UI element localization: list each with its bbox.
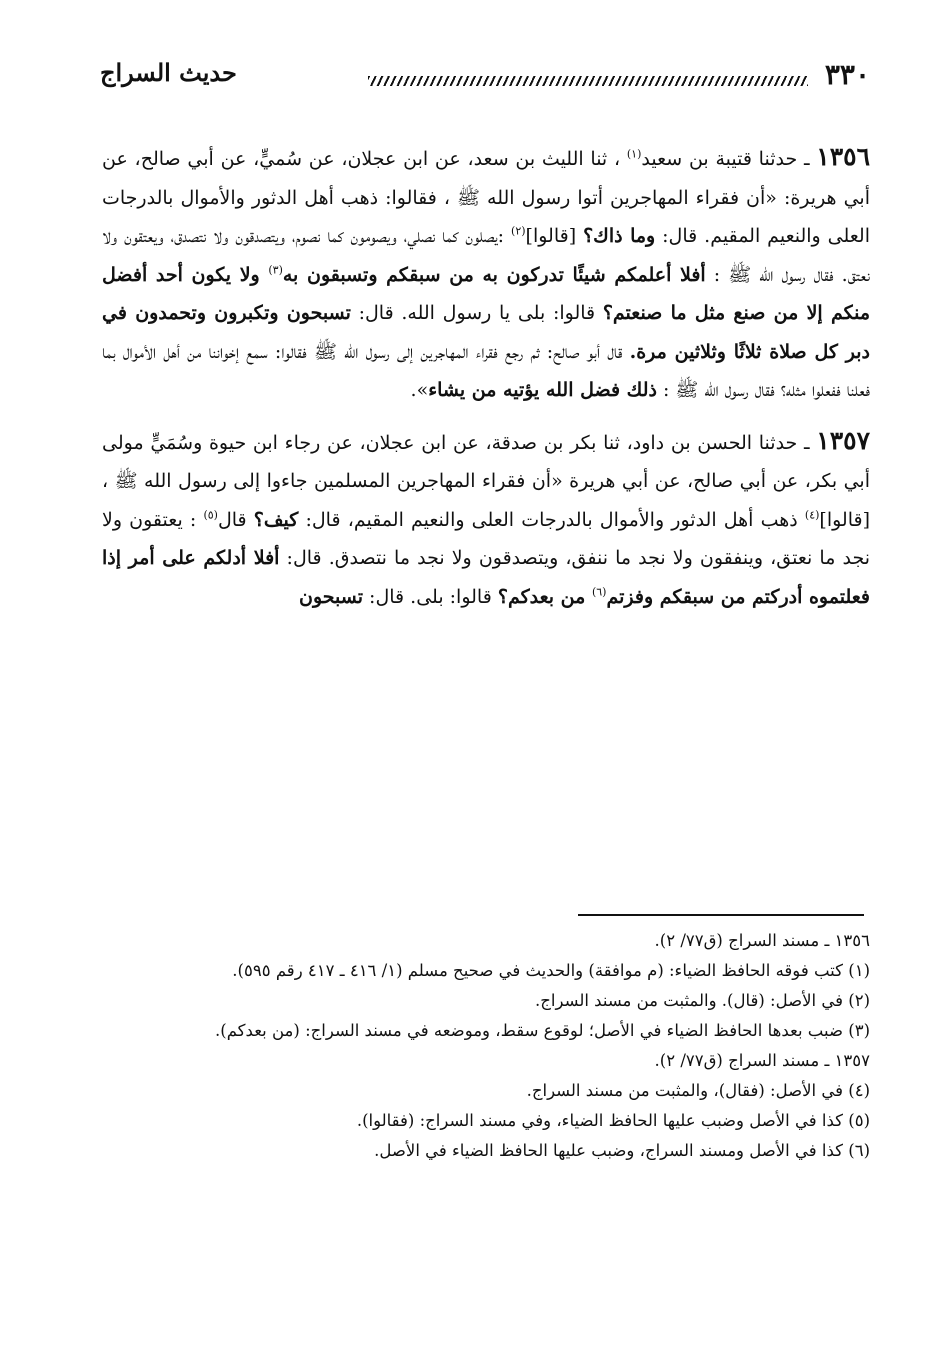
footnote-marker: (٤) <box>804 508 820 522</box>
header-ornament-rule <box>368 76 808 86</box>
footnote-marker: (٦) <box>591 585 607 599</box>
running-title: حديث السراج <box>100 58 237 87</box>
footnote-separator <box>578 914 864 916</box>
footnote-source-1357: ١٣٥٧ ـ مسند السراج (ق٧٧/ ٢). <box>654 1051 870 1070</box>
text-segment: ، ثنا الليث بن سعد، عن ابن عجلان، عن سُميٍّ، عن أبي صالح، عن أبي هريرة: «أن فقراء المهاجرين أتوا رسول الله ﷺ ، فقالوا: ذهب أهل الدثور والأموال بالدرجات العلى والنعيم المقيم. قال: <box>102 148 871 247</box>
hadith-number: ١٣٥٧ <box>816 425 870 455</box>
text-segment: [قالوا] <box>525 225 584 247</box>
footnote-6: (٦) كذا في الأصل ومسند السراج، وضبب عليها الحافظ الضياء في الأصل. <box>374 1141 870 1160</box>
text-segment: ـ حدثنا الحسن بن داود، ثنا بكر بن صدقة، عن ابن عجلان، عن رجاء ابن حيوة وسُمَيٍّ مولى أبي بكر، عن أبي صالح، عن أبي هريرة «أن فقراء المهاجرين المسلمين جاءوا إلى رسول الله ﷺ ، [قالوا] <box>102 431 870 531</box>
prophetic-speech: ذلك فضل الله يؤتيه من يشاء <box>428 379 657 401</box>
prophetic-speech: تسبحون وتكبرون وتحمدون في دبر كل صلاة ثلاثًا وثلاثين مرة. <box>102 302 870 363</box>
text-segment: قالوا: بلى يا رسول الله. قال: <box>350 302 603 324</box>
prophetic-speech: تسبحون <box>298 585 363 608</box>
footnote-source-1356: ١٣٥٦ ـ مسند السراج (ق٧٧/ ٢). <box>654 931 870 950</box>
footnote-marker: (١) <box>626 147 642 161</box>
text-segment: : يعتقون ولا نجد ما نعتق، وينفقون ولا نجد ما ننفق، ويتصدقون ولا نجد ما نتصدق. قال: <box>102 508 870 569</box>
prophetic-speech: من بعدكم؟ <box>497 585 592 608</box>
text-segment: قال <box>217 508 254 531</box>
main-text <box>102 138 870 616</box>
footnote-4: (٤) في الأصل: (فقال)، والمثبت من مسند السراج. <box>526 1081 870 1100</box>
prophetic-speech: أفلا أعلمكم شيئًا تدركون به من سبقكم وتسبقون به <box>282 263 706 286</box>
text-segment: ـ حدثنا قتيبة بن سعيد <box>641 148 817 170</box>
footnote-marker: (٢) <box>511 224 526 238</box>
footnote-5: (٥) كذا في الأصل وضبب عليها الحافظ الضياء، وفي مسند السراج: (فقالوا). <box>356 1111 870 1130</box>
footnote-marker: (٥) <box>203 508 218 522</box>
prophetic-speech: كيف؟ <box>253 508 299 531</box>
prophetic-speech: ولا يكون أحد أفضل منكم إلا من صنع مثل ما صنعتم؟ <box>102 263 871 324</box>
footnote-2: (٢) في الأصل: (قال). والمثبت من مسند السراج. <box>535 991 870 1010</box>
footnote-3: (٣) ضبب بعدها الحافظ الضياء في الأصل؛ لوقوع سقط، وموضعه في مسند السراج: (من بعدكم). <box>215 1021 870 1040</box>
hadith-number: ١٣٥٦ <box>816 142 871 171</box>
prophetic-speech: وما ذاك؟ <box>583 225 656 247</box>
page-number: ٣٣٠ <box>824 58 870 91</box>
text-segment: :يصلون كما نصلي، ويصومون كما نصوم، ويتصدقون ولا نتصدق، ويعتقون ولا نعتق. فقال رسول الله ﷺ : <box>102 225 870 286</box>
footnotes <box>102 926 870 1166</box>
hadith-1357 <box>102 422 870 617</box>
footnote-marker: (٣) <box>268 263 283 277</box>
prophetic-speech: أفلا أدلكم على أمر إذا فعلتموه أدركتم من سبقكم وفزتم <box>102 547 870 608</box>
footnote-1: (١) كتب فوقه الحافظ الضياء: (م موافقة) والحديث في صحيح مسلم (١/ ٤١٦ ـ ٤١٧ رقم ٥٩٥). <box>232 961 870 980</box>
hadith-1356 <box>102 138 870 410</box>
text-segment: قالوا: بلى. قال: <box>363 585 498 608</box>
text-segment: ». <box>410 379 429 401</box>
page-header <box>100 58 870 98</box>
text-segment: قال أبو صالح: ثم رجع فقراء المهاجرين إلى رسول الله ﷺ فقالوا: سمع إخواننا من أهل الأموال بما فعلنا ففعلوا مثله؟ فقال رسول الله ﷺ : <box>102 340 870 401</box>
text-segment: ذهب أهل الدثور والأموال بالدرجات العلى والنعيم المقيم، قال: <box>298 508 805 531</box>
